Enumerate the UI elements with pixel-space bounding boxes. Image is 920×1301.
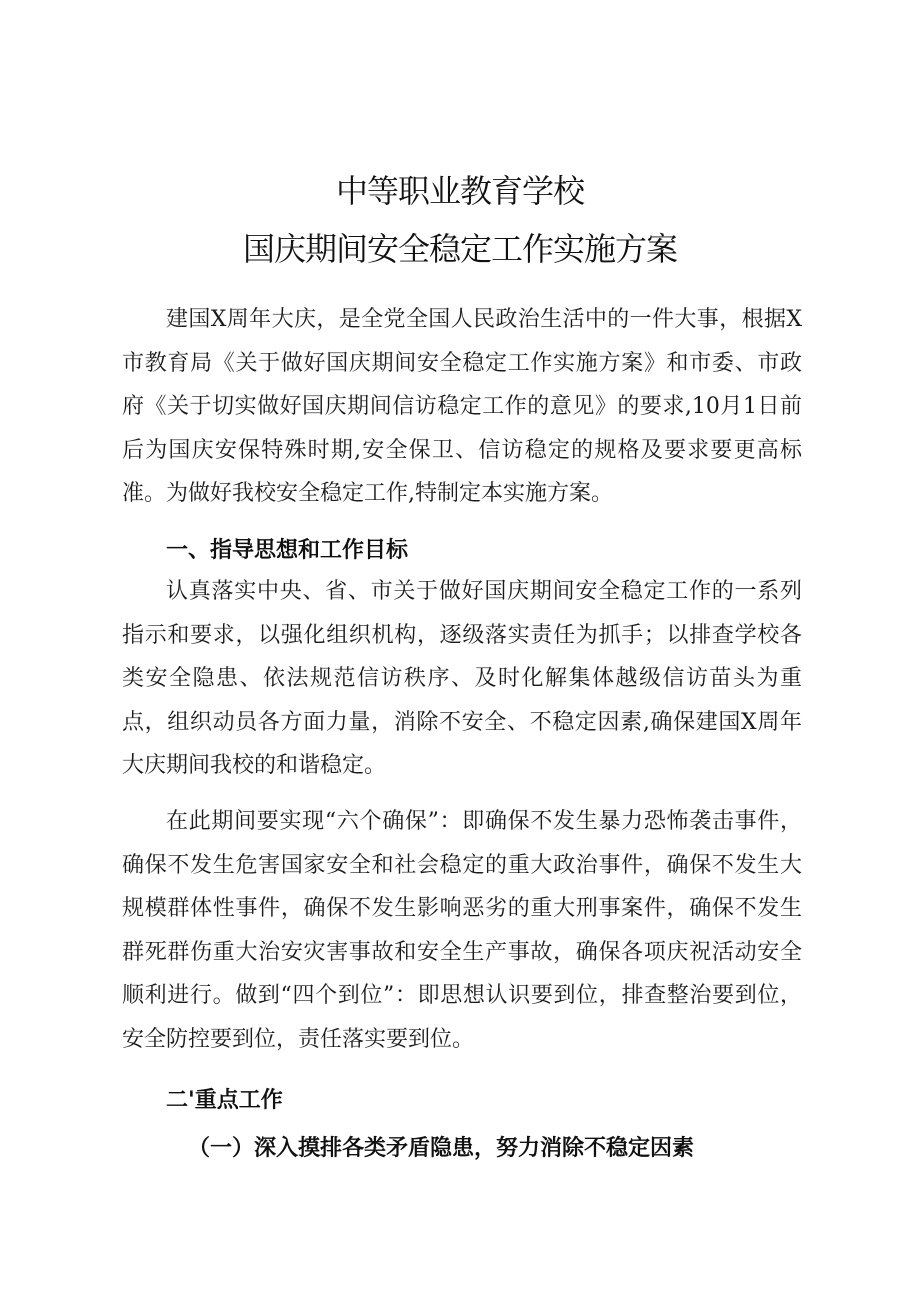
section1-paragraph2: 在此期间要实现“六个确保”：即确保不发生暴力恐怖袭击事件，确保不发生危害国家安全和社会稳定的重大政治事件，确保不发生大规模群体性事件，确保不发生影响恶劣的重大刑事案件，确保不发生群死群伤重大治安灾害事故和安全生产事故，确保各项庆祝活动安全顺利进行。做到“四个到位”：即思想认识要到位，排查整治要到位，安全防控要到位，责任落实要到位。 bbox=[122, 809, 802, 1052]
document-title-line1: 中等职业教育学校 bbox=[335, 172, 584, 210]
intro-paragraph: 建国X周年大庆，是全党全国人民政治生活中的一件大事，根据X市教育局《关于做好国庆期间安全稳定工作实施方案》和市委、市政府《关于切实做好国庆期间信访稳定工作的意见》的要求,10月1日前后为国庆安保特殊时期,安全保卫、信访稳定的规格及要求要更高标准。为做好我校安全稳定工作,特制定本实施方案。 bbox=[122, 307, 802, 506]
section2-heading: 二'重点工作 bbox=[166, 1087, 283, 1113]
section1-paragraph1: 认真落实中央、省、市关于做好国庆期间安全稳定工作的一系列指示和要求，以强化组织机构，逐级落实责任为抓手；以排查学校各类安全隐患、依法规范信访秩序、及时化解集体越级信访苗头为重点，组织动员各方面力量，消除不安全、不稳定因素,确保建国X周年大庆期间我校的和谐稳定。 bbox=[122, 579, 802, 778]
subsection1-heading: （一）深入摸排各类矛盾隐患，努力消除不稳定因素 bbox=[188, 1135, 695, 1161]
section1-heading: 一、指导思想和工作目标 bbox=[166, 537, 409, 563]
document-title-line2: 国庆期间安全稳定工作实施方案 bbox=[242, 230, 677, 268]
